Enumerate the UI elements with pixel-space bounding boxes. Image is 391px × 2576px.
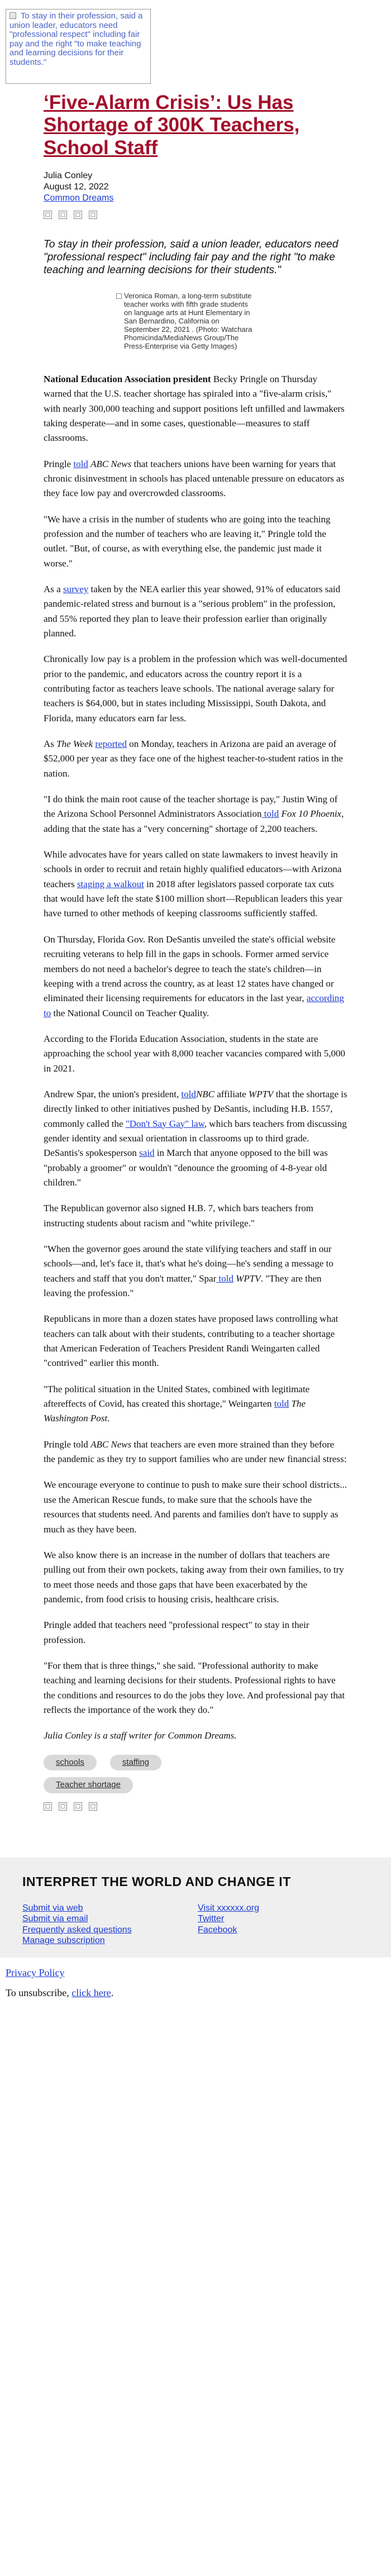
footer — [0, 1858, 391, 1958]
tag-link[interactable]: Teacher shortage — [44, 1777, 133, 1793]
share-icon[interactable]: □ — [74, 1802, 82, 1811]
paragraph-link[interactable]: told — [216, 1273, 233, 1284]
tag-link[interactable]: staffing — [110, 1755, 161, 1771]
paragraph — [44, 847, 347, 921]
paragraph-text: "When the governor goes around the state vilifying teachers and staff in our schools—and, let's face it, that's what he's doing—he's sending a message to teachers and staff that you don't matter," Spar — [44, 1244, 333, 1284]
submit-email-link[interactable]: Submit via email — [22, 1914, 88, 1924]
share-icon[interactable]: □ — [44, 1802, 52, 1811]
paragraph-link[interactable]: told — [181, 1088, 196, 1099]
article-lede: To stay in their profession, said a union leader, educators need "professional respect" including fair pay and the right "to make teaching and learning decisions for their students." — [44, 238, 338, 277]
paragraph-text: On Thursday, Florida Gov. Ron DeSantis unveiled the state's official website recruiting veterans to help fill in the gaps in schools. Former armed service members do not need a bachelor's degree to teach the state's children—in keeping with a trend across the country, as at least 12 states have changed or eliminated their licensing requirements for educators in the last year, — [44, 934, 336, 1004]
paragraph — [44, 1437, 347, 1467]
paragraph — [44, 582, 347, 641]
paragraph-text: . — [107, 1413, 110, 1424]
footer-right-links — [198, 1903, 259, 1946]
photo-caption: Veronica Roman, a long-term substitute teacher works with fifth grade students on language arts at Hunt Elementary in San Bernardino, California on September 22, 2021 . (Photo: Watchara Phomicinda/MediaNews Group/The Press-Enterprise via Getty Images) — [124, 292, 252, 350]
paragraph-italic: Fox 10 Phoenix — [279, 808, 342, 820]
unsubscribe-link[interactable]: click here — [71, 1987, 111, 1998]
paragraph-text: that teachers are even more strained than they before the pandemic as they try to support families who are under new financial stress: — [44, 1439, 347, 1465]
paragraph-link[interactable]: told — [274, 1398, 289, 1410]
paragraph-link[interactable]: said — [139, 1147, 155, 1159]
paragraph: According to the Florida Education Association, students in the state are approaching the school year with 8,000 teacher vacancies compared with 5,000 in 2021. — [44, 1033, 346, 1074]
unsubscribe-period: . — [111, 1987, 114, 1998]
paragraph-text: "I do think the main root cause of the teacher shortage is pay," Justin Wing of the Arizona School Personnel Administrators Association — [44, 794, 338, 820]
article — [0, 92, 391, 1811]
paragraph-link[interactable]: told — [73, 458, 88, 469]
paragraph: "We have a crisis in the number of students who are going into the teaching profession and the number of teachers who are leaving it," Pringle told the outlet. "But, of course, as with everything else, the pandemic just made it worse." — [44, 513, 331, 569]
paragraph: We encourage everyone to continue to push to make sure their school districts... use the American Rescue funds, to make sure that the schools have the resources that students need. And parents and families don't have to supply as much as they have been. — [44, 1479, 347, 1535]
top-image-alt-text: To stay in their profession, said a union leader, educators need "professional respect" including fair pay and the right "to make teaching and learning decisions for their students." — [9, 11, 143, 67]
paragraph-text: on Monday, teachers in Arizona are paid an average of $52,000 per year as they face one of the highest teacher-to-student ratios in the nation. — [44, 739, 343, 779]
paragraph-text: , which bars teachers from discussing gender identity and sexual orientation in classrooms up to third grade. DeSantis's spokesperson — [44, 1118, 347, 1159]
share-icon[interactable]: □ — [59, 211, 67, 219]
paragraph-text: , adding that the state has a "very concerning" shortage of 2,200 teachers. — [44, 808, 344, 834]
top-image-placeholder — [6, 9, 151, 84]
paragraph: Chronically low pay is a problem in the profession which was well-documented prior to the pandemic, and educators across the country report it is a contributing factor as teachers leave schools. The national average salary for teachers is $64,000, but in states including Mississippi, South Dakota, and Florida, many educators earn far less. — [44, 654, 347, 723]
visit-site-link[interactable]: Visit xxxxxx.org — [198, 1903, 259, 1913]
share-row-top — [44, 211, 347, 219]
paragraph-italic: ABC News — [90, 458, 132, 469]
twitter-link[interactable]: Twitter — [198, 1914, 225, 1924]
paragraph-italic: WPTV — [233, 1273, 261, 1284]
bottom-links — [0, 1958, 391, 2011]
submit-web-link[interactable]: Submit via web — [22, 1903, 83, 1913]
tag-link[interactable]: schools — [44, 1755, 97, 1771]
paragraph-text: Pringle — [44, 458, 74, 469]
broken-image-icon — [116, 293, 122, 299]
paragraph-italic: The Week — [56, 739, 93, 750]
paragraph-lead: National Education Association president — [44, 373, 211, 384]
share-icon[interactable]: □ — [89, 211, 97, 219]
faq-link[interactable]: Frequently asked questions — [22, 1925, 132, 1935]
paragraph: Julia Conley is a staff writer for Common Dreams. — [44, 1730, 237, 1741]
article-headline[interactable]: ‘Five-Alarm Crisis’: Us Has Shortage of 300K Teachers, School Staff — [44, 92, 300, 159]
paragraph-text: in 2018 after legislators passed corporate tax cuts that would have left the state $100 million short—Republican leaders this year have turned to other methods of keeping classrooms sufficiently staffed. — [44, 878, 342, 919]
paragraph: Pringle added that teachers need "professional respect" to stay in their profession. — [44, 1620, 309, 1645]
paragraph-text: taken by the NEA earlier this year showed, 91% of educators said pandemic-related stress and burnout is a "serious problem" in the profession, and 55% reported they plan to leave their profession earlier than originally planned. — [44, 583, 341, 639]
paragraph — [44, 1087, 347, 1190]
paragraph-link[interactable]: survey — [63, 583, 89, 594]
share-row-bottom — [44, 1802, 347, 1811]
paragraph: "For them that is three things," she said. "Professional authority to make teaching and learning decisions for their students. Professional rights to have the conditions and resources to do the jobs they love. And professional pay that reflects the importance of the work they do." — [44, 1660, 345, 1715]
paragraph-link[interactable]: according to — [44, 993, 344, 1018]
share-icon[interactable]: □ — [74, 211, 82, 219]
share-icon[interactable]: □ — [59, 1802, 67, 1811]
footer-left-links — [22, 1903, 132, 1946]
paragraph: We also know there is an increase in the number of dollars that teachers are pulling out from their own pockets, taking away from their own families, to try to meet those needs and those gaps that have been exacerbated by the pandemic, from food crisis to housing crisis, healthcare crisis. — [44, 1549, 344, 1604]
paragraph-link[interactable]: "Don't Say Gay" law — [125, 1118, 204, 1129]
tag-list — [44, 1755, 256, 1793]
paragraph-text: the National Council on Teacher Quality. — [51, 1007, 209, 1018]
paragraph-text: Pringle told — [44, 1439, 91, 1450]
share-icon[interactable]: □ — [44, 211, 52, 219]
paragraph-text: Andrew Spar, the union's president, — [44, 1088, 182, 1099]
unsubscribe-text: To unsubscribe, — [6, 1987, 72, 1998]
paragraph-text: While advocates have for years called on state lawmakers to invest heavily in schools in order to recruit and retain highly qualified educators—with Arizona teachers — [44, 849, 342, 889]
broken-image-icon — [9, 12, 16, 19]
paragraph — [44, 457, 347, 501]
privacy-policy-link[interactable]: Privacy Policy — [6, 1966, 65, 1978]
paragraph-link[interactable]: told — [261, 808, 279, 820]
paragraph-italic: ABC News — [90, 1439, 132, 1450]
paragraph-text: As a — [44, 583, 63, 594]
article-date: August 12, 2022 — [44, 182, 109, 192]
paragraph-link[interactable]: reported — [95, 739, 127, 750]
paragraph: The Republican governor also signed H.B. 7, which bars teachers from instructing students about racism and "white privilege." — [44, 1203, 313, 1229]
paragraph-text: . "They are then leaving the profession." — [44, 1273, 322, 1299]
paragraph-text: that the shortage is directly linked to other initiatives pushed by DeSantis, including H.B. 1557, commonly called the — [44, 1088, 347, 1129]
paragraph-text: affiliate — [214, 1088, 249, 1099]
facebook-link[interactable]: Facebook — [198, 1925, 237, 1935]
footer-links — [22, 1903, 259, 1946]
paragraph-text: in March that anyone opposed to the bill was "probably a groomer" or wouldn't "denounce the grooming of 4-8-year old children." — [44, 1147, 328, 1188]
share-icon[interactable]: □ — [89, 1802, 97, 1811]
footer-title: INTERPRET THE WORLD AND CHANGE IT — [22, 1874, 291, 1889]
article-body — [44, 372, 347, 1744]
paragraph-text: Becky Pringle on Thursday warned that the U.S. teacher shortage has spiraled into a "five-alarm crisis," with nearly 300,000 teaching and support positions left unfilled and lawmakers taking desperate—and in some cases, questionable—measures to staff classrooms. — [44, 373, 345, 444]
source-link[interactable]: Common Dreams — [44, 193, 114, 203]
unsubscribe-line — [6, 1986, 385, 1999]
paragraph — [44, 1242, 347, 1301]
paragraph-italic: WPTV — [249, 1088, 274, 1099]
paragraph — [44, 737, 347, 781]
paragraph-text: "The political situation in the United States, combined with legitimate aftereffects of Covid, has created this shortage," Weingarten — [44, 1383, 310, 1410]
article-meta — [44, 170, 347, 204]
photo-caption-box — [116, 292, 253, 351]
article-author: Julia Conley — [44, 170, 93, 180]
paragraph — [44, 372, 347, 446]
paragraph-link[interactable]: staging a walkout — [77, 878, 144, 889]
manage-subscription-link[interactable]: Manage subscription — [22, 1936, 105, 1946]
paragraph — [44, 932, 347, 1021]
paragraph-text: As — [44, 739, 57, 750]
paragraph — [44, 1382, 347, 1426]
paragraph: Republicans in more than a dozen states have proposed laws controlling what teachers can talk about with their students, contributing to a teacher shortage that American Federation of Teachers President Randi Weingarten called "contrived" earlier this month. — [44, 1313, 338, 1369]
paragraph — [44, 792, 347, 836]
top-image-wrap — [0, 0, 391, 84]
paragraph-text: that teachers unions have been warning for years that chronic disinvestment in schools has placed untenable pressure on educators as they face low pay and overcrowded classrooms. — [44, 458, 345, 499]
paragraph-italic: The Washington Post — [44, 1398, 306, 1424]
paragraph-italic: NBC — [196, 1088, 214, 1099]
